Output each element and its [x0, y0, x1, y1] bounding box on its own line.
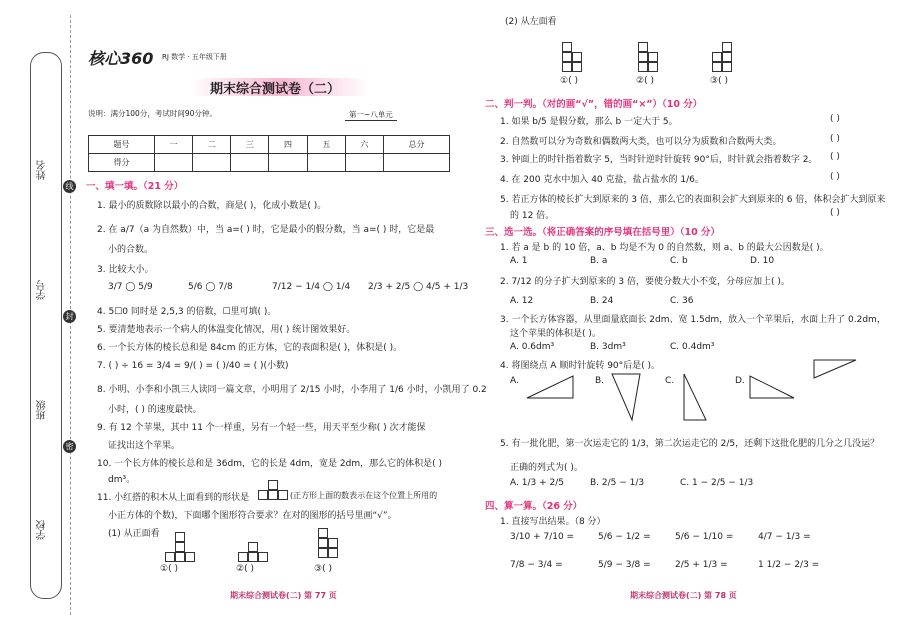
choice-question: 正确的列式为( )。	[510, 463, 583, 473]
choice-option[interactable]: B. 3dm³	[590, 342, 626, 352]
question: 4. 5☐0 同时是 2,5,3 的倍数，☐里可填( )。	[97, 307, 277, 317]
question: 2. 在 a/7（a 为自然数）中，当 a=( ) 时，它是最小的假分数，当 a=( ) 时，它是最	[97, 225, 435, 235]
choice-question: 2. 7/12 的分子扩大到原来的 3 倍，要使分数大小不变，分母应加上( )。	[500, 277, 790, 287]
question: 证找出这个苹果。	[108, 441, 181, 451]
seal-mark: 封	[63, 310, 76, 323]
score-cell[interactable]	[154, 154, 192, 172]
score-header: 三	[231, 136, 269, 154]
choice-option[interactable]: D.	[735, 376, 745, 386]
compare-item: 2/3 + 2/5 ◯ 4/5 + 1/3	[368, 282, 469, 292]
question: 1. 最小的质数除以最小的合数，商是( )，化成小数是( )。	[97, 201, 327, 211]
score-table	[88, 135, 450, 172]
judge-item: 5. 若正方体的棱长扩大到原来的 3 倍，那么它的表面积会扩大到原来的 6 倍，体积会扩大到原来	[500, 195, 886, 205]
judge-item: 2. 自然数可以分为奇数和偶数两大类，也可以分为质数和合数两大类。	[500, 137, 782, 147]
seal-mark: 线	[63, 180, 76, 193]
calc-item: 5/6 − 1/2 =	[598, 532, 651, 542]
question: (2) 从左面看	[505, 17, 557, 27]
number-label: 学号	[37, 280, 48, 300]
subject-label: RJ 数学 · 五年级下册	[162, 53, 227, 61]
question: 小的合数。	[108, 245, 154, 255]
choice-option[interactable]: B. 24	[590, 296, 614, 306]
figure-option[interactable]: ①( )	[160, 564, 178, 574]
question: 5. 要清楚地表示一个病人的体温变化情况，用( ) 统计图效果好。	[97, 325, 356, 335]
triangle-option-b	[610, 372, 650, 424]
choice-option[interactable]: C. 36	[670, 296, 694, 306]
score-header: 五	[307, 136, 345, 154]
page-footer: 期末综合测试卷(二) 第 77 页	[230, 591, 337, 600]
answer-paren[interactable]: ( )	[830, 208, 840, 218]
score-header: 六	[345, 136, 383, 154]
choice-question: 4. 将图绕点 A 顺时针旋转 90°后是( )。	[500, 361, 661, 371]
section-heading: 三、选一选。（将正确答案的序号填在括号里）（10 分）	[485, 227, 721, 238]
calc-item: 1 1/2 − 2/3 =	[758, 560, 820, 570]
exam-note: 说明：满分100分，考试时间90分钟。	[88, 109, 217, 118]
choice-question: 1. 若 a 是 b 的 10 倍，a、b 均是不为 0 的自然数，则 a、b 的最大公因数是( )。	[500, 243, 829, 253]
choice-option[interactable]: C. 0.4dm³	[670, 342, 715, 352]
question: 10. 一个长方体的棱长总和是 36dm，它的长是 4dm，宽是 2dm，那么它的体积是( )	[97, 459, 442, 469]
figure-option[interactable]: ③( )	[314, 564, 332, 574]
question: 8. 小明、小李和小凯三人读同一篇文章，小明用了 2/15 小时，小李用了 1/6 小时，小凯用了 0.2	[97, 385, 487, 395]
unit-tag: 第一~八单元	[345, 109, 397, 121]
answer-paren[interactable]: ( )	[830, 114, 840, 124]
score-header: 一	[154, 136, 192, 154]
section-heading: 二、判一判。（对的画“√”，错的画“×”）（10 分）	[485, 99, 703, 110]
choice-option[interactable]: A. 1	[510, 256, 528, 266]
score-header: 题号	[89, 136, 155, 154]
score-row	[89, 154, 450, 172]
compare-item: 7/12 − 1/4 ◯ 1/4	[272, 282, 351, 292]
section-heading: 四、算一算。（26 分）	[485, 501, 583, 512]
figure-option[interactable]: ②( )	[236, 564, 254, 574]
question: dm³。	[108, 475, 136, 485]
question: 1. 直接写出结果。（8 分）	[500, 517, 606, 527]
answer-paren[interactable]: ( )	[830, 152, 840, 162]
figure-option[interactable]: ①( )	[560, 76, 578, 86]
name-label: 姓名	[37, 160, 48, 180]
question: (1) 从正面看	[108, 529, 160, 539]
answer-paren[interactable]: ( )	[830, 172, 840, 182]
choice-option[interactable]: B.	[595, 376, 605, 386]
choice-option[interactable]: B. a	[590, 256, 608, 266]
page-title: 期末综合测试卷（二）	[210, 82, 341, 97]
compare-item: 5/6 ◯ 7/8	[188, 282, 233, 292]
choice-option[interactable]: A.	[510, 376, 519, 386]
figure-option[interactable]: ②( )	[636, 76, 654, 86]
calc-item: 3/10 + 7/10 =	[510, 532, 575, 542]
question: 6. 一个长方体的棱长总和是 84cm 的正方体，它的表面积是( )，体积是( )。	[97, 343, 403, 353]
calc-item: 5/6 − 1/10 =	[675, 532, 734, 542]
brand-logo: 核心360	[88, 49, 154, 68]
choice-question: 这个苹果的体积是( )。	[510, 329, 601, 339]
calc-item: 5/9 − 3/8 =	[598, 560, 651, 570]
figure-option[interactable]: ③( )	[710, 76, 728, 86]
choice-question: 5. 有一批化肥，第一次运走它的 1/3，第二次运走它的 2/5，还剩下这批化肥的几分之几没运？	[500, 439, 880, 449]
choice-option[interactable]: D. 10	[750, 256, 775, 266]
class-label: 班级	[37, 400, 48, 420]
score-header-row	[89, 136, 450, 154]
choice-option[interactable]: A. 12	[510, 296, 534, 306]
score-cell[interactable]	[193, 154, 231, 172]
score-cell[interactable]	[269, 154, 307, 172]
question: 3. 比较大小。	[97, 265, 154, 275]
answer-paren[interactable]: ( )	[830, 134, 840, 144]
score-row-label: 得分	[89, 154, 155, 172]
choice-option[interactable]: B. 2/5 − 1/3	[590, 478, 645, 488]
original-triangle	[812, 358, 862, 386]
binding-strip	[30, 52, 62, 599]
question: (正方形上面的数表示在这个位置上所用的	[290, 491, 438, 500]
question: 11. 小红搭的积木从上面看到的形状是	[97, 493, 250, 503]
score-cell[interactable]	[345, 154, 383, 172]
score-cell[interactable]	[231, 154, 269, 172]
judge-item: 的 12 倍。	[510, 211, 555, 221]
score-cell[interactable]	[383, 154, 449, 172]
triangle-option-c	[680, 372, 720, 424]
calc-item: 4/7 − 1/3 =	[758, 532, 811, 542]
seal-mark: 密	[63, 440, 76, 453]
choice-question: 3. 一个长方体容器，从里面量底面长 2dm、宽 1.5dm，放入一个苹果后，水面上升了 0.2dm，	[500, 315, 886, 325]
triangle-option-a	[525, 372, 585, 402]
choice-option[interactable]: C. 1 − 2/5 − 1/3	[680, 478, 754, 488]
choice-option[interactable]: A. 1/3 + 2/5	[510, 478, 564, 488]
compare-item: 3/7 ◯ 5/9	[108, 282, 153, 292]
score-header: 总分	[383, 136, 449, 154]
choice-option[interactable]: C.	[665, 376, 675, 386]
choice-option[interactable]: A. 0.6dm³	[510, 342, 555, 352]
judge-item: 1. 如果 b/5 是假分数，那么 b 一定大于 5。	[500, 117, 678, 127]
school-label: 学校	[37, 520, 48, 540]
judge-item: 3. 钟面上的时针指着数字 5，当时针逆时针旋转 90°后，时针就会指着数字 2。	[500, 155, 818, 165]
score-header: 四	[269, 136, 307, 154]
score-header: 二	[193, 136, 231, 154]
triangle-option-d	[748, 372, 798, 402]
question: 小正方体的个数)，下面哪个图形符合要求？在对的图形的括号里画“√”。	[108, 511, 397, 521]
calc-item: 7/8 − 3/4 =	[510, 560, 563, 570]
calc-item: 2/5 + 1/3 =	[675, 560, 728, 570]
page-footer: 期末综合测试卷(二) 第 78 页	[630, 591, 737, 600]
question: 9. 有 12 个苹果，其中 11 个一样重，另有一个轻一些，用天平至少称( ) 次才能保	[97, 423, 426, 433]
question: 小时，( ) 的速度最快。	[108, 405, 202, 415]
choice-option[interactable]: C. b	[670, 256, 688, 266]
question: 7. ( ) ÷ 16 = 3/4 = 9/( ) = ( )/40 = ( )(小数)	[97, 361, 289, 371]
judge-item: 4. 在 200 克水中加入 40 克盐，盐占盐水的 1/6。	[500, 175, 704, 185]
score-cell[interactable]	[307, 154, 345, 172]
section-heading: 一、填一填。（21 分）	[86, 181, 184, 192]
